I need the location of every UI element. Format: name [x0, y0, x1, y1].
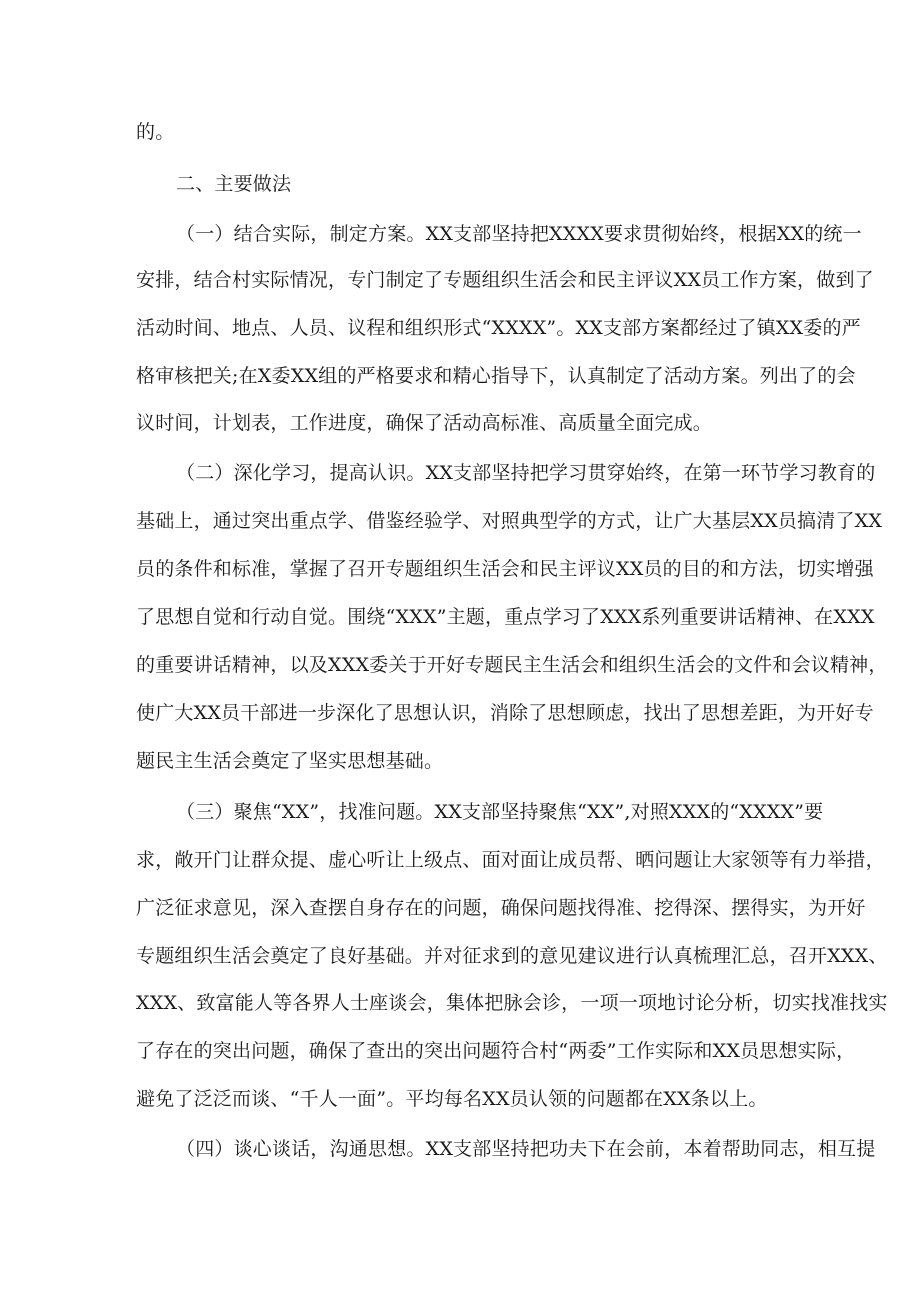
section-heading: 二、主要做法: [176, 173, 292, 195]
text-line: 使广大XX员干部进一步深化了思想认识，消除了思想顾虑，找出了思想差距，为开好专: [136, 702, 874, 724]
text-line: 安排，结合村实际情况，专门制定了专题组织生活会和民主评议XX员工作方案，做到了: [136, 269, 874, 291]
text-line: （二）深化学习，提高认识。XX支部坚持把学习贯穿始终，在第一环节学习教育的: [176, 462, 876, 484]
text-line: 的。: [136, 121, 175, 143]
text-line: 了思想自觉和行动自觉。围绕“XXX”主题，重点学习了XXX系列重要讲话精神、在XXX: [136, 606, 875, 628]
text-line: 求，敞开门让群众提、虚心听让上级点、面对面让成员帮、晒问题让大家领等有力举措，: [136, 849, 885, 871]
text-line: 员的条件和标准，掌握了召开专题组织生活会和民主评议XX员的目的和方法，切实增强: [136, 558, 874, 580]
text-line: 广泛征求意见，深入查摆自身存在的问题，确保问题找得准、挖得深、摆得实，为开好: [136, 897, 866, 919]
text-line: 活动时间、地点、人员、议程和组织形式“XXXX”。XX支部方案都经过了镇XX委的严: [136, 317, 861, 339]
text-line: 了存在的突出问题，确保了查出的突出问题符合村“两委”工作实际和XX员思想实际，: [136, 1040, 856, 1062]
text-line: XXX、致富能人等各界人士座谈会，集体把脉会诊，一项一项地讨论分析，切实找准找实: [136, 992, 888, 1014]
text-line: （一）结合实际，制定方案。XX支部坚持把XXXX要求贯彻始终，根据XX的统一: [176, 223, 862, 245]
text-line: 格审核把关;在X委XX组的严格要求和精心指导下，认真制定了活动方案。列出了的会: [136, 365, 856, 387]
text-line: 议时间，计划表，工作进度，确保了活动高标准、高质量全面完成。: [136, 412, 713, 434]
text-line: 避免了泛泛而谈、“千人一面”。平均每名XX员认领的问题都在XX条以上。: [136, 1088, 768, 1110]
text-line: 的重要讲话精神，以及XXX委关于开好专题民主生活会和组织生活会的文件和会议精神，: [136, 654, 888, 676]
text-line: （三）聚焦“XX”，找准问题。XX支部坚持聚焦“XX”,对照XXX的“XXXX”要: [176, 801, 824, 823]
text-line: （四）谈心谈话，沟通思想。XX支部坚持把功夫下在会前，本着帮助同志，相互提: [176, 1138, 876, 1160]
text-line: 专题组织生活会奠定了良好基础。并对征求到的意见建议进行认真梳理汇总，召开XXX、: [136, 945, 888, 967]
text-line: 基础上，通过突出重点学、借鉴经验学、对照典型学的方式，让广大基层XX员搞清了XX: [136, 510, 883, 532]
text-line: 题民主生活会奠定了坚实思想基础。: [136, 750, 444, 772]
